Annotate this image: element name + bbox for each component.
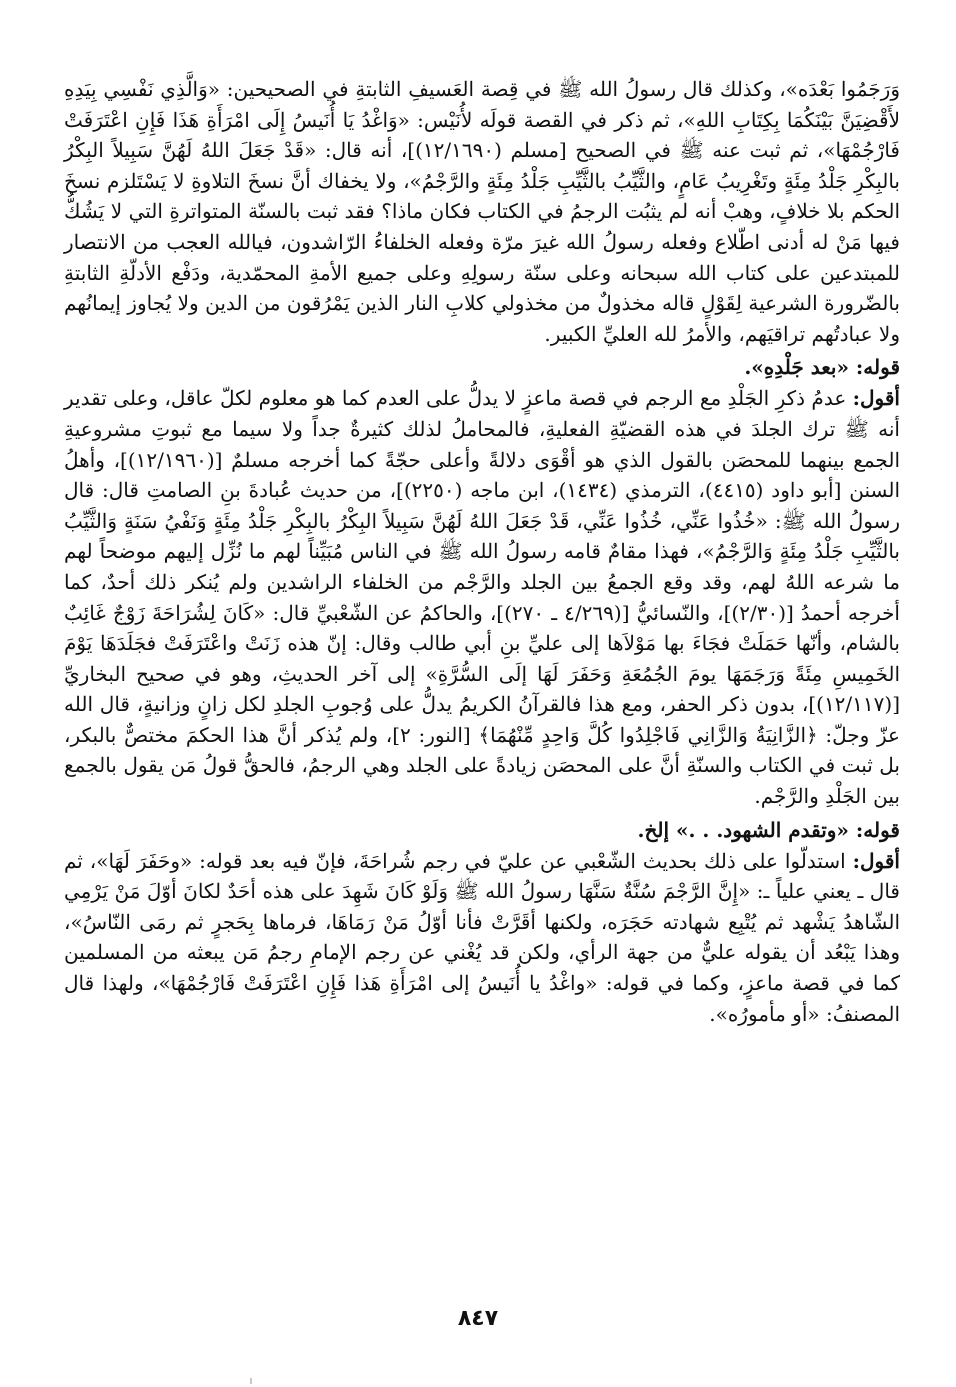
paragraph-discussion-stoning-evidence <box>64 74 900 349</box>
paragraph-lead: أقول: <box>852 386 900 411</box>
paragraph-answer-witnesses <box>64 846 900 1030</box>
paragraph-answer-flogging-with-stoning <box>64 383 900 811</box>
paragraph-text: وَرَجَمُوا بَعْدَه»، وكذلك قال رسولُ الله ﷺ في قِصة العَسيفِ الثابتةِ في الصحيحين: «وَالَّذِي نَفْسِي بِيَدِهِ لأَقْضِيَنَّ بَيْنَكُمَا بِكِتَابِ اللهِ»، ثم ذكر في القصة قولَه لأُنَيْس: «وَاغْدُ يَا أُنَيسُ إِلَى امْرَأَةِ هَذَا فَإِنِ اعْتَرَفَتْ فَارْجُمْهَا»، ثم ثبت عنه ﷺ في الصحيح [مسلم (١٢/١٦٩٠)]، أنه قال: «قَدْ جَعَلَ اللهُ لَهُنَّ سَبِيلاً البِكْرُ بالبِكْرِ جَلْدُ مِئَةٍ وتَغْرِيبُ عَامٍ، والثَّيِّبُ بالثَّيِّبِ جَلْدُ مِئَةٍ والرَّجْمُ»، ولا يخفاك أنَّ نسخَ التلاوةِ لا يَسْتَلزم نسخَ الحكم بلا خلافٍ، وهبْ أنه لم يثبُت الرجمُ في الكتاب فكان ماذا؟ فقد ثبت بالسنّة المتواترةِ التي لا يَشُكُّ فيها مَنْ له أدنى اطّلاع وفعله رسولُ الله غيرَ مرّة وفعله الخلفاءُ الرّاشدون، فيالله العجب من الانتصار للمبتدعين على كتاب الله سبحانه وعلى سنّة رسولِهِ وعلى جميع الأمةِ المحمّدية، ودَفْع الأدلّةِ الثابتةِ بالضّرورة الشرعية لِقَوْلٍ قاله مخذولٌ من مخذولي كلابِ النار الذين يَمْرُقون من الدين ولا يُجاوز إيمانُهم ولا عبادتُهم تراقيَهم، والأمرُ لله العليِّ الكبير. <box>64 77 901 346</box>
scan-mark <box>250 1378 252 1384</box>
page-number: ٨٤٧ <box>457 1306 499 1331</box>
paragraph-text: استدلّوا على ذلك بحديث الشّعْبي عن عليّ في رجم شُراحَةَ، فإنّ فيه بعد قوله: «وحَفَرَ لَهَا»، ثم قال ـ يعني علياً ـ: «إِنَّ الرَّجْمَ سُنَّةٌ سَنَّهَا رسولُ الله ﷺ وَلَوْ كَانَ شَهِدَ على هذه أحَدٌ لكانَ أوّلَ مَنْ يَرْمِي الشّاهدُ يَشْهد ثم يُتْبِع شهادته حَجَرَه، ولكنها أقَرَّتْ فأنا أوّلُ مَنْ رَمَاهَا، فرماها بِحَجرٍ ثم رمَى النّاسُ»، وهذا يَبْعُد أن يقوله عليٌّ من جهة الرأي، ولكن قد يُغْني عن رجم الإمامِ رجمُ مَن يبعثه من المسلمين كما في قصة ماعزٍ، وكما في قوله: «واغْدُ يا أُنَيسُ إلى امْرَأَةِ هَذا فَإِنِ اعْتَرَفَتْ فَارْجُمْهَا»، ولهذا قال المصنفُ: «أو مأمورُه». <box>64 848 900 1026</box>
paragraph-text: عدمُ ذكرِ الجَلْدِ مع الرجم في قصة ماعزٍ لا يدلُّ على العدم كما هو معلوم لكلّ عاقل، وعلى تقدير أنه ﷺ ترك الجلدَ في هذه القضيّةِ الفعليةِ، فالمحاملُ لذلك كثيرةٌ جداً ولا سيما مع ثبوتِ مشروعيةِ الجمع بينهما للمحصَن بالقول الذي هو أقْوَى دلالةً وأعلى حجّةً كما أخرجه مسلمٌ [(١٢/١٩٦٠)]، وأهلُ السنن [أبو داود (٤٤١٥)، الترمذي (١٤٣٤)، ابن ماجه (٢٢٥٠)]، من حديث عُبادةَ بنِ الصامتِ قال: قال رسولُ الله ﷺ: «خُذُوا عَنِّي، خُذُوا عَنِّي، قَدْ جَعَلَ اللهُ لَهُنَّ سَبِيلاً البِكْرُ بالبِكْرِ جَلْدُ مِئَةٍ وَنَفْيُ سَنَةٍ وَالثَّيِّبُ بالثَّيِّبِ جَلْدُ مِئَةٍ وَالرَّجْمُ»، فهذا مقامٌ قامه رسولُ الله ﷺ في الناس مُبَيِّناً لهم ما نُزِّل إليهم موضحاً لهم ما شرعه اللهُ لهم، وقد وقع الجمعُ بين الجلد والرَّجْم من الخلفاء الراشدين ولم يُنكر ذلك أحدٌ، كما أخرجه أحمدُ [(٢/٣٠)]، والنّسائيُّ [(٤/٢٦٩ ـ ٢٧٠)]، والحاكمُ عن الشّعْبيِّ قال: «كَانَ لِشُرَاحَةَ زَوْجٌ غَائِبٌ بالشام، وأنّها حَمَلَتْ فجَاءَ بها مَوْلاَها إلى عليِّ بنِ أبي طالب وقال: إنّ هذه زَنَتْ واعْتَرَفَتْ فجَلَدَهَا يَوْمَ الخَمِيسِ مِئَةً وَرَجَمَهَا يومَ الجُمُعَةِ وَحَفَرَ لَهَا إلَى السُّرَّةِ» إلى آخر الحديثِ، وهو في صحيح البخاريِّ [(١٢/١١٧)]، بدون ذكر الحفر، ومع هذا فالقرآنُ الكريمُ يدلُّ على وُجوبِ الجلدِ لكل زانٍ وزانيةٍ، قال الله عزّ وجلّ: ﴿الزَّانِيَةُ وَالزَّانِي فَاجْلِدُوا كُلَّ وَاحِدٍ مِّنْهُمَا﴾ [النور: ٢]، ولم يُذكر أنَّ هذا الحكمَ مختصٌّ بالبكر، بل ثبت في الكتاب والسنّةِ أنَّ على المحصَن زيادةً على الجلد وهي الرجمُ، فالحقُّ قولُ مَن يقول بالجمع بين الجَلْدِ والرَّجْم. <box>64 386 900 809</box>
paragraph-lead: أقول: <box>852 848 900 873</box>
document-page <box>64 74 900 1029</box>
section-heading-after-flogging: قوله: «بعد جَلْدِهِ». <box>744 355 900 380</box>
section-heading-witnesses-first: قوله: «وتقدم الشهود. . .» إلخ. <box>637 817 900 842</box>
